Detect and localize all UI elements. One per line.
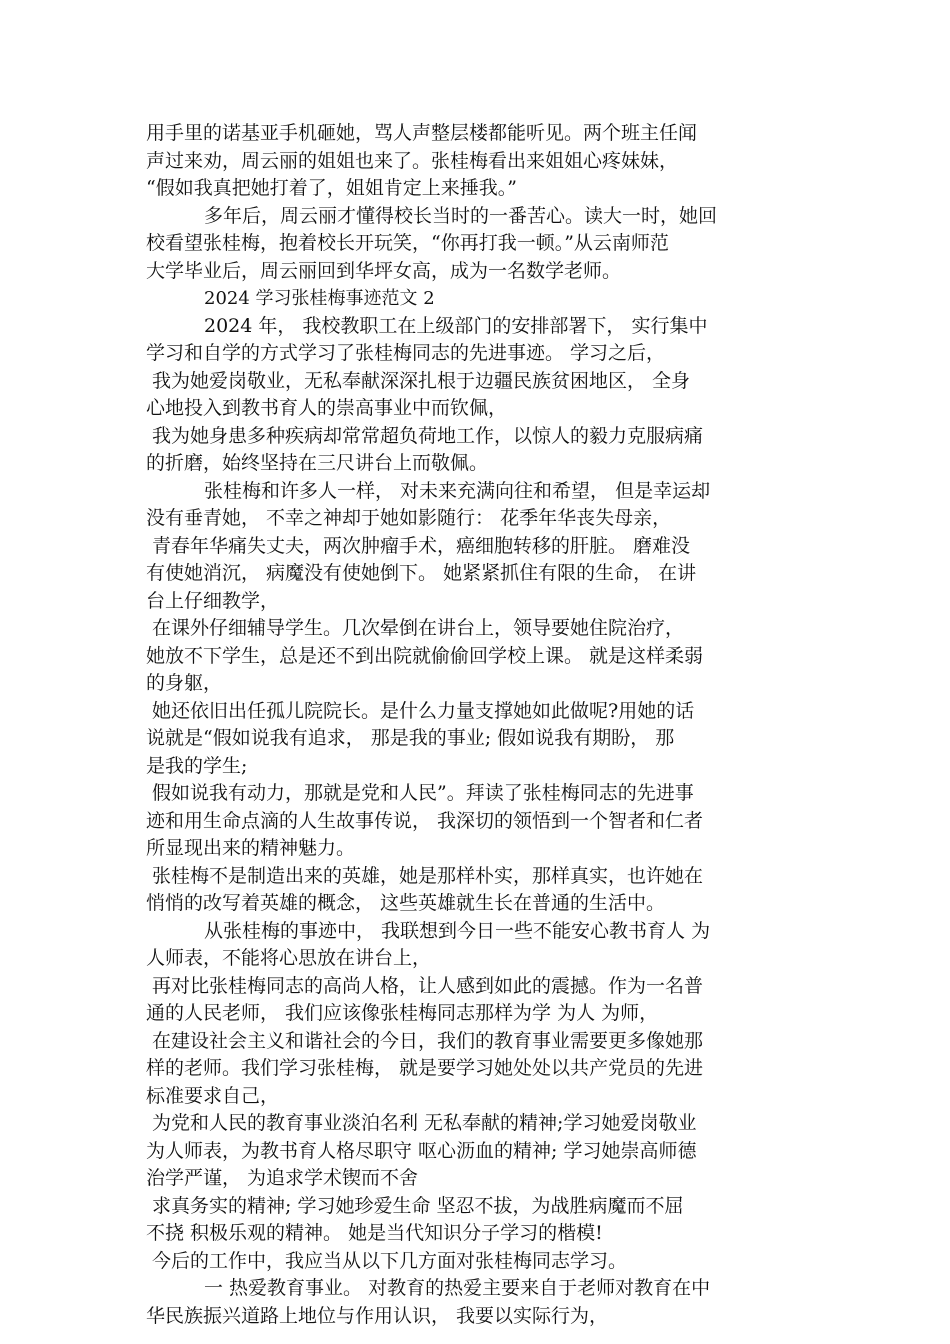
text-line: 青春年华痛失丈夫，两次肿瘤手术，癌细胞转移的肝脏。 磨难没	[152, 534, 691, 557]
text-line: 样的老师。我们学习张桂梅， 就是要学习她处处以共产党员的先进	[146, 1057, 704, 1079]
text-line: 今后的工作中，我应当从以下几方面对张桂梅同志学习。	[152, 1249, 628, 1272]
text-line: 2024 年， 我校教职工在上级部门的安排部署下， 实行集中	[204, 314, 708, 337]
text-line: 所显现出来的精神魅力。	[146, 837, 356, 859]
text-line: “假如我真把她打着了，姐姐肯定上来捶我。”	[146, 177, 517, 199]
text-line: 我为她爱岗敬业，无私奉献深深扎根于边疆民族贫困地区， 全身	[152, 369, 691, 392]
text-line: 台上仔细教学，	[146, 589, 280, 612]
text-line: 悄悄的改写着英雄的概念， 这些英雄就生长在普通的生活中。	[146, 892, 666, 914]
text-line: 是我的学生;	[146, 754, 248, 777]
text-line: 假如说我有动力，那就是党和人民”。拜读了张桂梅同志的先进事	[152, 782, 694, 804]
text-line: 用手里的诺基亚手机砸她，骂人声整层楼都能听见。两个班主任闻	[146, 122, 698, 144]
text-line: 声过来劝，周云丽的姐姐也来了。张桂梅看出来姐姐心疼妹妹，	[146, 149, 679, 172]
text-line: 再对比张桂梅同志的高尚人格，让人感到如此的震撼。作为一名普	[152, 974, 704, 997]
text-line: 迹和用生命点滴的人生故事传说， 我深切的领悟到一个智者和仁者	[146, 809, 704, 832]
text-line: 校看望张桂梅，抱着校长开玩笑，“你再打我一顿。”从云南师范	[146, 232, 669, 254]
text-line: 为党和人民的教育事业淡泊名利 无私奉献的精神;学习她爱岗敬业	[152, 1112, 697, 1134]
text-line: 没有垂青她， 不幸之神却于她如影随行： 花季年华丧失母亲，	[146, 507, 672, 529]
document-page	[146, 120, 811, 1330]
text-line: 多年后，周云丽才懂得校长当时的一番苦心。读大一时，她回	[204, 204, 718, 227]
text-line: 张桂梅和许多人一样， 对未来充满向往和希望， 但是幸运却	[204, 479, 711, 502]
text-line: 的身躯，	[146, 672, 223, 694]
text-line: 心地投入到教书育人的崇高事业中而钦佩，	[146, 397, 508, 419]
text-line: 标准要求自己，	[146, 1084, 280, 1107]
text-line: 治学严谨， 为追求学术锲而不舍	[146, 1167, 419, 1189]
text-line: 通的人民老师， 我们应该像张桂梅同志那样为学 为人 为师，	[146, 1002, 659, 1024]
text-line: 在建设社会主义和谐社会的今日，我们的教育事业需要更多像她那	[152, 1029, 704, 1052]
text-line: 说就是“假如说我有追求， 那是我的事业; 假如说我有期盼， 那	[146, 727, 675, 749]
text-line: 华民族振兴道路上地位与作用认识， 我要以实际行为，	[146, 1304, 609, 1327]
text-line: 一 热爱教育事业。 对教育的热爱主要来自于老师对教育在中	[204, 1277, 711, 1299]
text-line: 大学毕业后，周云丽回到华坪女高，成为一名数学老师。	[146, 259, 622, 282]
text-line: 学习和自学的方式学习了张桂梅同志的先进事迹。 学习之后，	[146, 342, 666, 364]
text-line: 求真务实的精神; 学习她珍爱生命 坚忍不拔，为战胜病魔而不屈	[152, 1194, 684, 1217]
text-line: 我为她身患多种疾病却常常超负荷地工作，以惊人的毅力克服病痛	[152, 424, 704, 447]
text-line: 她放不下学生，总是还不到出院就偷偷回学校上课。 就是这样柔弱	[146, 644, 704, 667]
text-line: 有使她消沉， 病魔没有使她倒下。 她紧紧抓住有限的生命， 在讲	[146, 562, 697, 584]
text-line: 为人师表，为教书育人格尽职守 呕心沥血的精神; 学习她崇高师德	[146, 1139, 697, 1162]
text-line: 在课外仔细辅导学生。几次晕倒在讲台上，领导要她住院治疗，	[152, 617, 685, 639]
text-line: 她还依旧出任孤儿院院长。是什么力量支撑她如此做呢?用她的话	[152, 699, 695, 722]
text-line: 从张桂梅的事迹中， 我联想到今日一些不能安心教书育人 为	[204, 919, 711, 942]
text-line: 张桂梅不是制造出来的英雄，她是那样朴实，那样真实，也许她在	[152, 864, 704, 887]
text-line: 人师表，不能将心思放在讲台上，	[146, 947, 432, 969]
text-line: 不挠 积极乐观的精神。 她是当代知识分子学习的楷模!	[146, 1222, 603, 1244]
text-line: 的折磨，始终坚持在三尺讲台上而敬佩。	[146, 452, 489, 474]
section-heading: 2024 学习张桂梅事迹范文 2	[204, 288, 435, 309]
